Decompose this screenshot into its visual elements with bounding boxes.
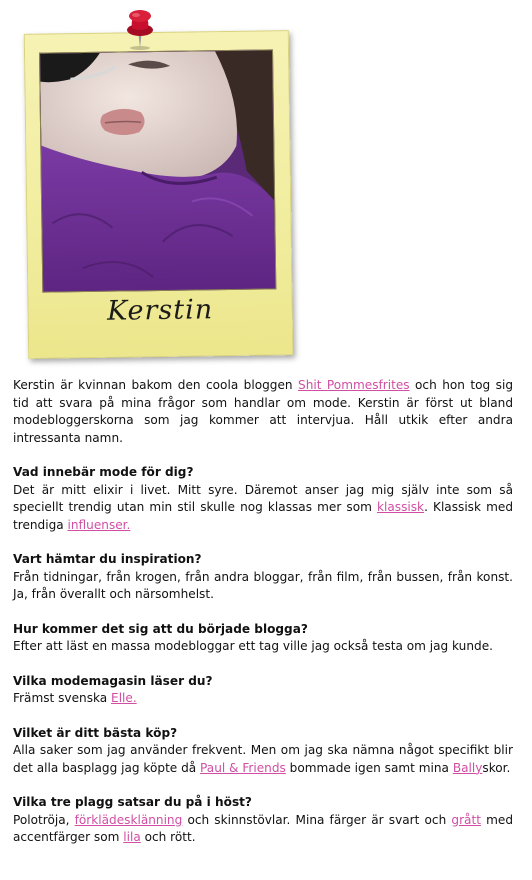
link-bally[interactable]: Bally bbox=[452, 760, 483, 775]
intro-paragraph bbox=[13, 377, 513, 447]
polaroid-caption: Kerstin bbox=[106, 294, 214, 327]
answer-1 bbox=[13, 482, 513, 535]
profile-photo bbox=[39, 49, 276, 292]
answer-6-text-3: med accentfärger som bbox=[13, 812, 513, 844]
link-forkladesklanning[interactable]: förklädesklänning bbox=[74, 812, 183, 827]
answer-6-text-2: och skinnstövlar. Mina färger är svart och bbox=[182, 812, 452, 827]
link-paul-friends[interactable]: Paul & Friends bbox=[200, 760, 286, 775]
question-3: Hur kommer det sig att du började blogga? bbox=[13, 621, 308, 636]
polaroid-frame bbox=[24, 30, 294, 359]
answer-6 bbox=[13, 812, 513, 847]
question-5: Vilket är ditt bästa köp? bbox=[13, 725, 178, 740]
answer-1-text-1: Det är mitt elixir i livet. Mitt syre. Däremot anser jag mig själv inte som så speciellt trendig utan min stil skulle nog klassas mer som bbox=[13, 482, 513, 514]
answer-4 bbox=[13, 690, 513, 708]
answer-3: Efter att läst en massa modebloggar ett tag ville jag också testa om jag kunde. bbox=[13, 639, 493, 653]
pushpin-icon bbox=[118, 8, 164, 52]
link-klassisk[interactable]: klassisk bbox=[377, 500, 425, 514]
answer-4-text-1: Främst svenska bbox=[13, 691, 112, 705]
answer-5-text-1: Alla saker som jag använder frekvent. Men om jag ska nämna något specifikt blir det alla basplagg jag köpte då bbox=[13, 743, 513, 775]
link-elle[interactable]: Elle. bbox=[111, 691, 137, 705]
answer-5-text-3: skor. bbox=[482, 760, 511, 775]
answer-1-text-2: . Klassisk med trendiga bbox=[13, 500, 513, 532]
link-lila[interactable]: lila bbox=[123, 830, 141, 844]
link-influenser[interactable]: influenser. bbox=[67, 517, 131, 532]
photo-illustration bbox=[40, 50, 275, 291]
link-gratt[interactable]: grått bbox=[451, 812, 481, 827]
answer-6-text-4: och rött. bbox=[140, 830, 196, 844]
question-6: Vilka tre plagg satsar du på i höst? bbox=[13, 795, 252, 809]
answer-5-text-2: bommade igen samt mina bbox=[285, 760, 453, 775]
answer-5 bbox=[13, 742, 513, 777]
answer-2: Från tidningar, från krogen, från andra bloggar, från film, från bussen, från konst. Ja, från överallt och närsomhelst. bbox=[13, 569, 513, 601]
intro-text-1: Kerstin är kvinnan bakom den coola bloggen bbox=[13, 378, 299, 392]
answer-6-text-1: Polotröja, bbox=[13, 812, 75, 827]
intro-text-2: och hon tog sig tid att svara på mina frågor som handlar om mode. Kerstin är först ut bland modebloggerskorna som jag kommer att intervjua. Håll utkik efter andra intressanta namn. bbox=[13, 378, 513, 445]
interview-content bbox=[13, 377, 513, 847]
question-1: Vad innebär mode för dig? bbox=[13, 465, 194, 479]
link-shit-pommesfrites[interactable]: Shit Pommesfrites bbox=[298, 378, 410, 392]
question-2: Vart hämtar du inspiration? bbox=[13, 552, 202, 566]
question-4: Vilka modemagasin läser du? bbox=[13, 673, 213, 688]
